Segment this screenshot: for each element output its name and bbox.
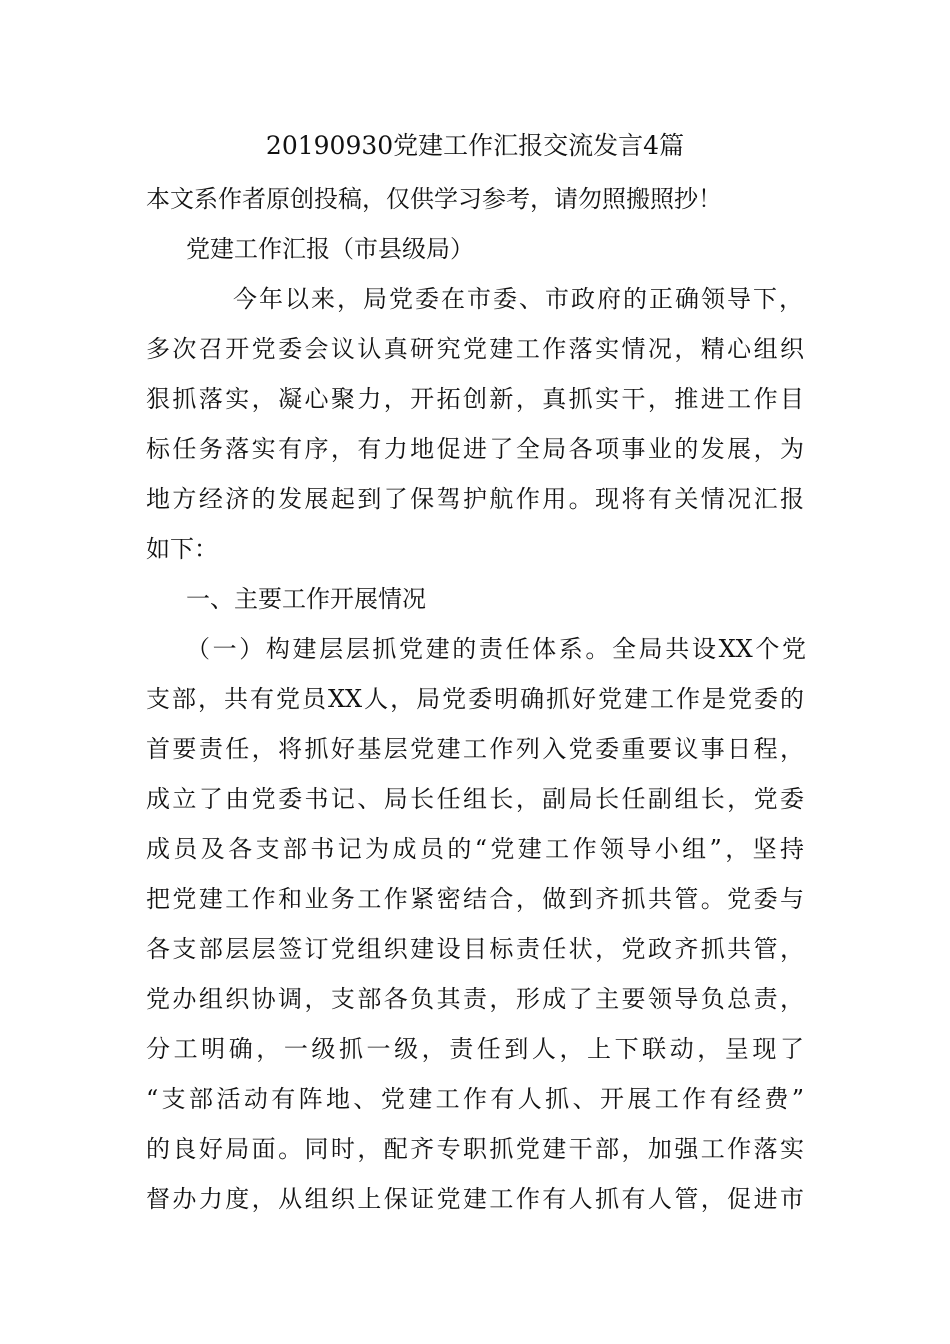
paragraph-line: 分工明确，一级抓一级，责任到人，上下联动，呈现了 [146,1035,804,1063]
paragraph-line: 多次召开党委会议认真研究党建工作落实情况，精心组织 [146,335,804,363]
report-subtitle: 党建工作汇报（市县级局） [186,235,474,263]
paragraph-line: 标任务落实有序，有力地促进了全局各项事业的发展，为 [146,435,804,463]
paragraph-line: 的良好局面。同时，配齐专职抓党建干部，加强工作落实 [146,1135,804,1163]
paragraph-line: 狠抓落实，凝心聚力，开拓创新，真抓实干，推进工作目 [146,385,804,413]
paragraph-line: 首要责任，将抓好基层党建工作列入党委重要议事日程， [146,735,804,763]
paragraph-line: 今年以来，局党委在市委、市政府的正确领导下， [233,285,803,313]
paragraph-line: 成立了由党委书记、局长任组长，副局长任副组长，党委 [146,785,804,813]
paragraph-line: 地方经济的发展起到了保驾护航作用。现将有关情况汇报 [146,485,804,513]
paragraph-line: 督办力度，从组织上保证党建工作有人抓有人管，促进市 [146,1185,804,1213]
paragraph-line: 各支部层层签订党组织建设目标责任状，党政齐抓共管， [146,935,804,963]
paragraph-line: “支部活动有阵地、党建工作有人抓、开展工作有经费” [146,1085,804,1113]
paragraph-line: 如下： [146,535,218,563]
document-title: 20190930党建工作汇报交流发言4篇 [265,131,685,160]
paragraph-line: 成员及各支部书记为成员的“党建工作领导小组”，坚持 [146,835,804,863]
paragraph-line: 把党建工作和业务工作紧密结合，做到齐抓共管。党委与 [146,885,804,913]
paragraph-line: 支部，共有党员XX人，局党委明确抓好党建工作是党委的 [146,685,804,713]
author-notice: 本文系作者原创投稿，仅供学习参考，请勿照搬照抄！ [146,185,722,213]
paragraph-line: （一）构建层层抓党建的责任体系。全局共设XX个党 [186,635,806,663]
section-heading: 一、主要工作开展情况 [186,585,426,613]
paragraph-line: 党办组织协调，支部各负其责，形成了主要领导负总责， [146,985,804,1013]
